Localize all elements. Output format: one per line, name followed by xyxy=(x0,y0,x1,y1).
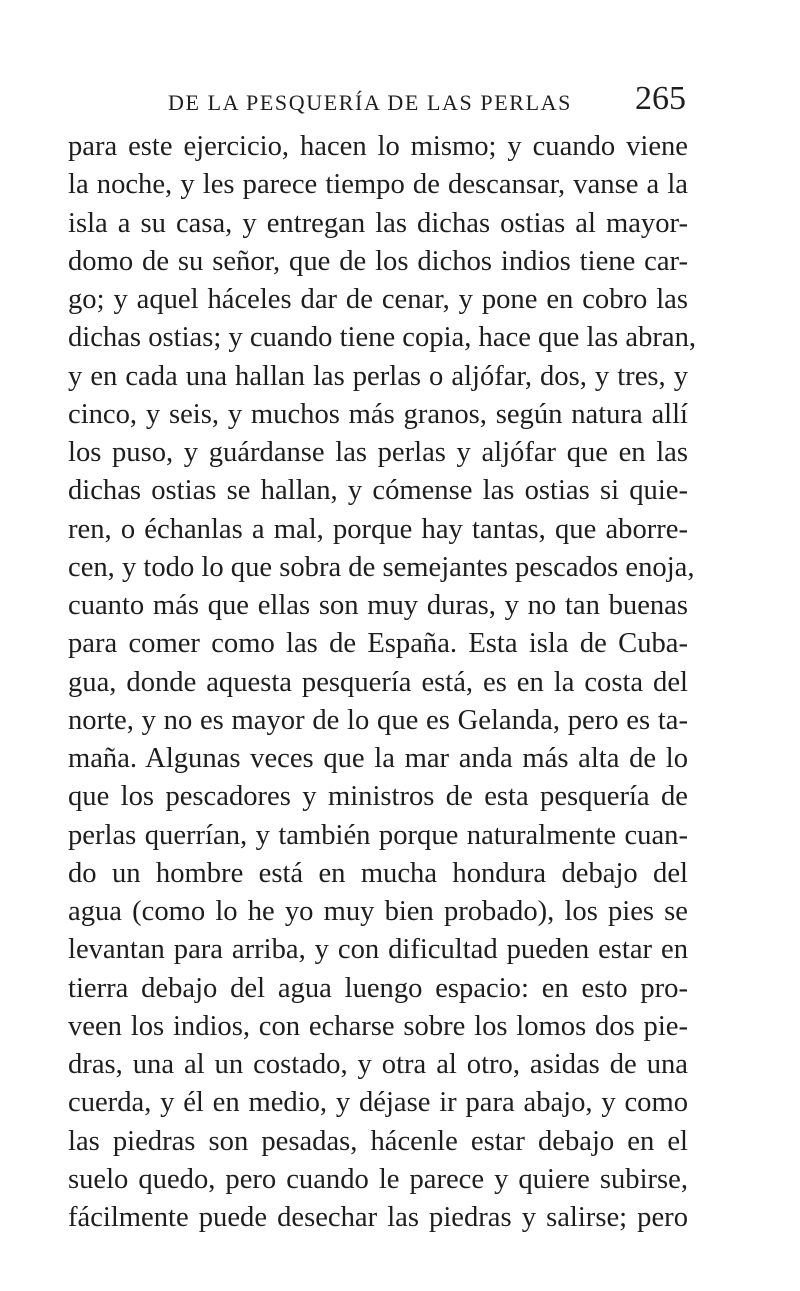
text-line: agua (como lo he yo muy bien probado), los pies se xyxy=(68,896,688,927)
body-text xyxy=(68,128,697,1237)
text-line: go; y aquel háceles dar de cenar, y pone en cobro las xyxy=(68,284,688,315)
text-line: norte, y no es mayor de lo que es Gelanda, pero es ta- xyxy=(68,704,688,736)
text-line: maña. Algunas veces que la mar anda más alta de lo xyxy=(68,743,688,774)
text-line: que los pescadores y ministros de esta pesquería de xyxy=(68,781,688,813)
text-line: fácilmente puede desechar las piedras y salirse; pero xyxy=(68,1202,688,1233)
text-line: levantan para arriba, y con dificultad pueden estar en xyxy=(68,934,688,966)
text-line: dichas ostias se hallan, y cómense las ostias si quie- xyxy=(68,475,688,507)
text-line: cuerda, y él en medio, y déjase ir para abajo, y como xyxy=(68,1087,688,1119)
text-line: gua, donde aquesta pesquería está, es en la costa del xyxy=(68,666,688,698)
text-line: las piedras son pesadas, hácenle estar debajo en el xyxy=(68,1125,688,1157)
text-line: veen los indios, con echarse sobre los lomos dos pie- xyxy=(68,1010,688,1042)
text-line: ren, o échanlas a mal, porque hay tantas, que aborre- xyxy=(68,513,688,545)
text-line: suelo quedo, pero cuando le parece y quiere subirse, xyxy=(68,1163,688,1195)
text-line: cuanto más que ellas son muy duras, y no tan buenas xyxy=(68,590,688,621)
text-line: cen, y todo lo que sobra de semejantes pescados enoja, xyxy=(68,551,695,583)
text-line: la noche, y les parece tiempo de descansar, vanse a la xyxy=(68,169,688,201)
text-line: dras, una al un costado, y otra al otro, asidas de una xyxy=(68,1049,688,1080)
text-line: perlas querrían, y también porque naturalmente cuan- xyxy=(68,819,688,851)
text-line: domo de su señor, que de los dichos indios tiene car- xyxy=(68,245,688,277)
text-line: tierra debajo del agua luengo espacio: en esto pro- xyxy=(68,972,688,1004)
running-head xyxy=(168,80,686,124)
text-line: dichas ostias; y cuando tiene copia, hace que las abran, xyxy=(68,322,697,354)
text-line: para comer como las de España. Esta isla de Cuba- xyxy=(68,628,688,660)
text-line: isla a su casa, y entregan las dichas ostias al mayor- xyxy=(68,207,688,239)
text-line: do un hombre está en mucha hondura debajo del xyxy=(68,857,688,889)
text-line: los puso, y guárdanse las perlas y aljófar que en las xyxy=(68,437,688,468)
text-line: para este ejercicio, hacen lo mismo; y cuando viene xyxy=(68,131,688,162)
page-number: 265 xyxy=(635,80,686,117)
text-line: y en cada una hallan las perlas o aljófar, dos, y tres, y xyxy=(68,360,688,392)
running-title: DE LA PESQUERÍA DE LAS PERLAS xyxy=(168,90,572,115)
text-line: cinco, y seis, y muchos más granos, según natura allí xyxy=(68,398,688,430)
